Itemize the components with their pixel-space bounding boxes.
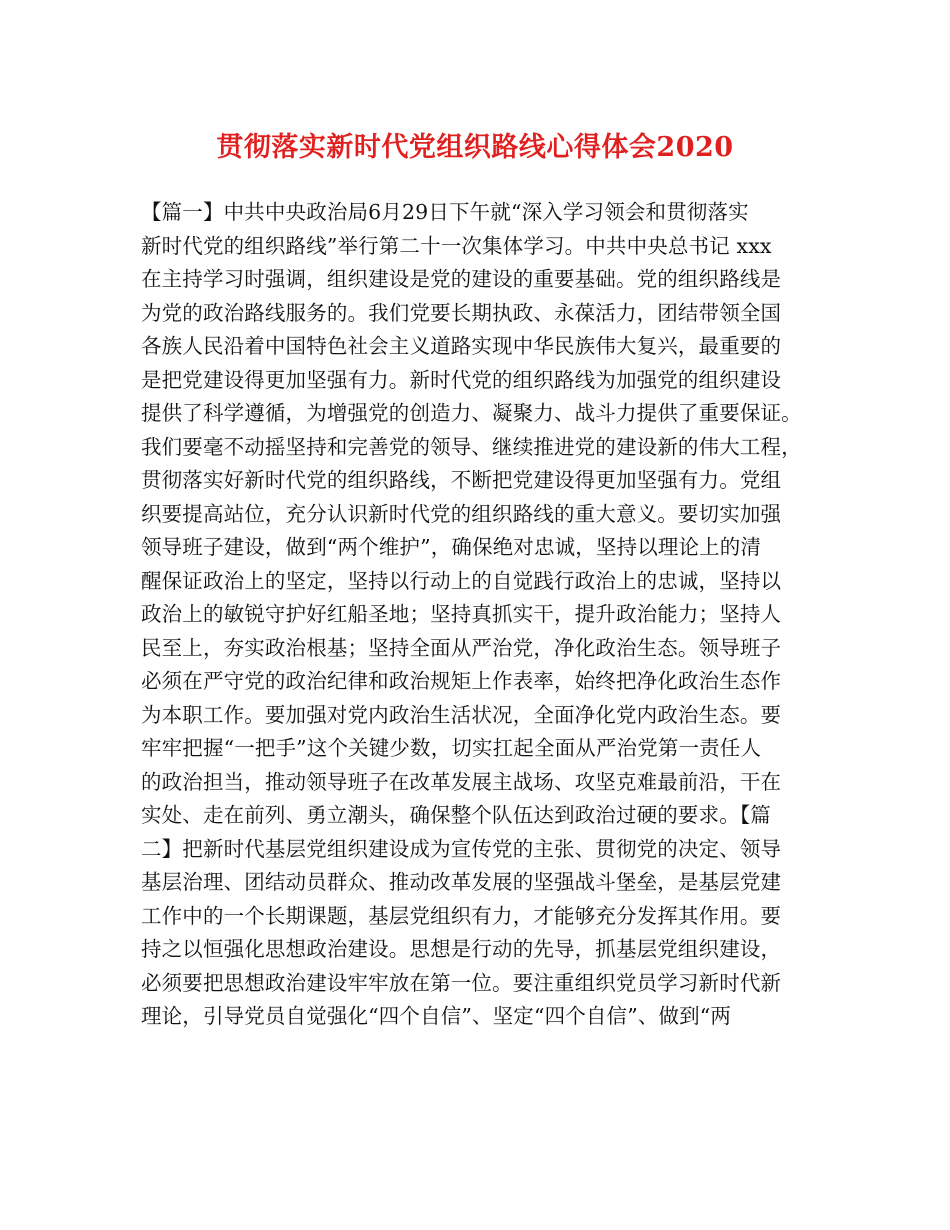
- document-title: 贯彻落实新时代党组织路线心得体会2020: [216, 132, 734, 163]
- body-line: 政治上的敏锐守护好红船圣地；坚持真抓实干，提升政治能力；坚持人: [141, 602, 782, 626]
- document-body: [141, 196, 821, 1034]
- body-line: 贯彻落实好新时代党的组织路线，不断把党建设得更加坚强有力。党组: [141, 468, 782, 492]
- body-line: 织要提高站位，充分认识新时代党的组织路线的重大意义。要切实加强: [141, 501, 782, 526]
- body-line: 持之以恒强化思想政治建设。思想是行动的先导，抓基层党组织建设，: [141, 937, 782, 961]
- body-line: 领导班子建设，做到“两个维护”，确保绝对忠诚，坚持以理论上的清: [141, 535, 762, 559]
- body-line: 为党的政治路线服务的。我们党要长期执政、永葆活力，团结带领全国: [141, 300, 782, 325]
- body-line: 【篇一】中共中央政治局6月29日下午就“深入学习领会和贯彻落实: [141, 200, 749, 224]
- body-line: 为本职工作。要加强对党内政治生活状况，全面净化党内政治生态。要: [141, 702, 782, 727]
- body-line: 实处、走在前列、勇立潮头，确保整个队伍达到政治过硬的要求。【篇: [141, 803, 771, 827]
- body-line: 新时代党的组织路线”举行第二十一次集体学习。中共中央总书记 xxx: [141, 233, 772, 258]
- body-line: 各族人民沿着中国特色社会主义道路实现中华民族伟大复兴，最重要的: [141, 334, 782, 358]
- body-line: 民至上，夯实政治根基；坚持全面从严治党，净化政治生态。领导班子: [141, 635, 782, 660]
- body-line: 我们要毫不动摇坚持和完善党的领导、继续推进党的建设新的伟大工程，: [141, 434, 802, 459]
- body-line: 理论，引导党员自觉强化“四个自信”、坚定“四个自信”、做到“两: [141, 1004, 732, 1028]
- body-line: 醒保证政治上的坚定，坚持以行动上的自觉践行政治上的忠诚，坚持以: [141, 568, 782, 593]
- body-line: 基层治理、团结动员群众、推动改革发展的坚强战斗堡垒，是基层党建: [141, 870, 782, 894]
- body-line: 在主持学习时强调，组织建设是党的建设的重要基础。党的组织路线是: [141, 267, 782, 291]
- body-line: 提供了科学遵循，为增强党的创造力、凝聚力、战斗力提供了重要保证。: [141, 401, 802, 425]
- body-line: 是把党建设得更加坚强有力。新时代党的组织路线为加强党的组织建设: [141, 367, 782, 392]
- body-line: 必须要把思想政治建设牢牢放在第一位。要注重组织党员学习新时代新: [141, 970, 782, 995]
- body-line: 必须在严守党的政治纪律和政治规矩上作表率，始终把净化政治生态作: [141, 669, 782, 693]
- body-line: 工作中的一个长期课题，基层党组织有力，才能够充分发挥其作用。要: [141, 903, 782, 928]
- body-line: 的政治担当，推动领导班子在改革发展主战场、攻坚克难最前沿，干在: [141, 769, 782, 794]
- body-line: 牢牢把握“一把手”这个关键少数，切实扛起全面从严治党第一责任人: [141, 736, 762, 760]
- body-line: 二】把新时代基层党组织建设成为宣传党的主张、贯彻党的决定、领导: [141, 836, 782, 861]
